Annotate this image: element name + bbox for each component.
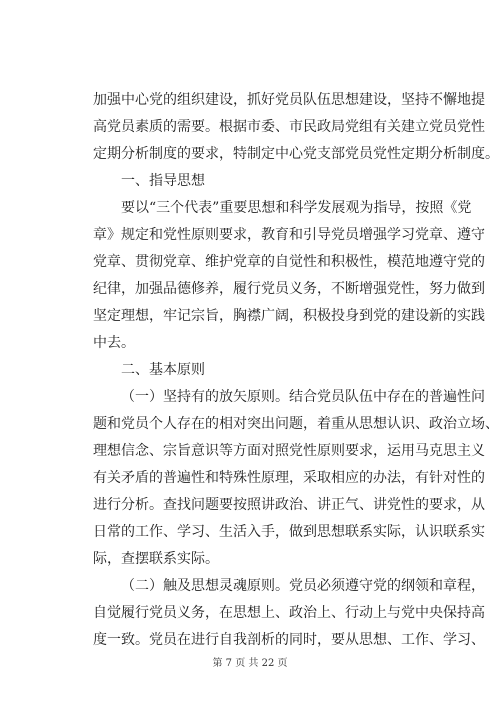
body-line-14: 理想信念、宗旨意识等方面对照党性原则要求，运用马克思主义 (93, 443, 485, 459)
heading-guiding-ideology: 一、指导思想 (121, 173, 205, 189)
body-line-1: 加强中心党的组织建设，抓好党员队伍思想建设，坚持不懈地提 (93, 92, 485, 108)
body-line-8: 纪律，加强品德修养，履行党员义务，不断增强党性，努力做到 (93, 281, 485, 297)
body-line-21: 度一致。党员在进行自我剖析的同时，要从思想、工作、学习、 (93, 632, 485, 648)
body-line-5: 要以“三个代表”重要思想和科学发展观为指导，按照《党 (121, 200, 472, 216)
body-line-12: （一）坚持有的放矢原则。结合党员队伍中存在的普遍性问 (121, 389, 485, 405)
page-footer: 第 7 页 共 22 页 (212, 658, 288, 669)
body-line-18: 际，查摆联系实际。 (93, 551, 219, 567)
body-line-20: 自觉履行党员义务，在思想上、政治上、行动上与党中央保持高 (93, 605, 485, 621)
body-line-10: 中去。 (93, 335, 135, 351)
body-line-7: 党章、贯彻党章、维护党章的自觉性和积极性，模范地遵守党的 (93, 254, 485, 270)
body-line-19: （二）触及思想灵魂原则。党员必须遵守党的纲领和章程， (121, 578, 485, 594)
heading-basic-principles: 二、基本原则 (121, 362, 205, 378)
body-line-9: 坚定理想，牢记宗旨，胸襟广阔，积极投身到党的建设新的实践 (93, 308, 485, 324)
body-line-16: 进行分析。查找问题要按照讲政治、讲正气、讲党性的要求，从 (93, 497, 485, 513)
body-line-17: 日常的工作、学习、生活入手，做到思想联系实际，认识联系实 (93, 524, 485, 540)
body-line-3: 定期分析制度的要求，特制定中心党支部党员党性定期分析制度。 (93, 146, 499, 162)
body-line-15: 有关矛盾的普遍性和特殊性原理，采取相应的办法，有针对性的 (93, 470, 485, 486)
body-line-13: 题和党员个人存在的相对突出问题，着重从思想认识、政治立场、 (93, 416, 499, 432)
body-line-2: 高党员素质的需要。根据市委、市民政局党组有关建立党员党性 (93, 119, 485, 135)
body-line-6: 章》规定和党性原则要求，教育和引导党员增强学习党章、遵守 (93, 227, 485, 243)
